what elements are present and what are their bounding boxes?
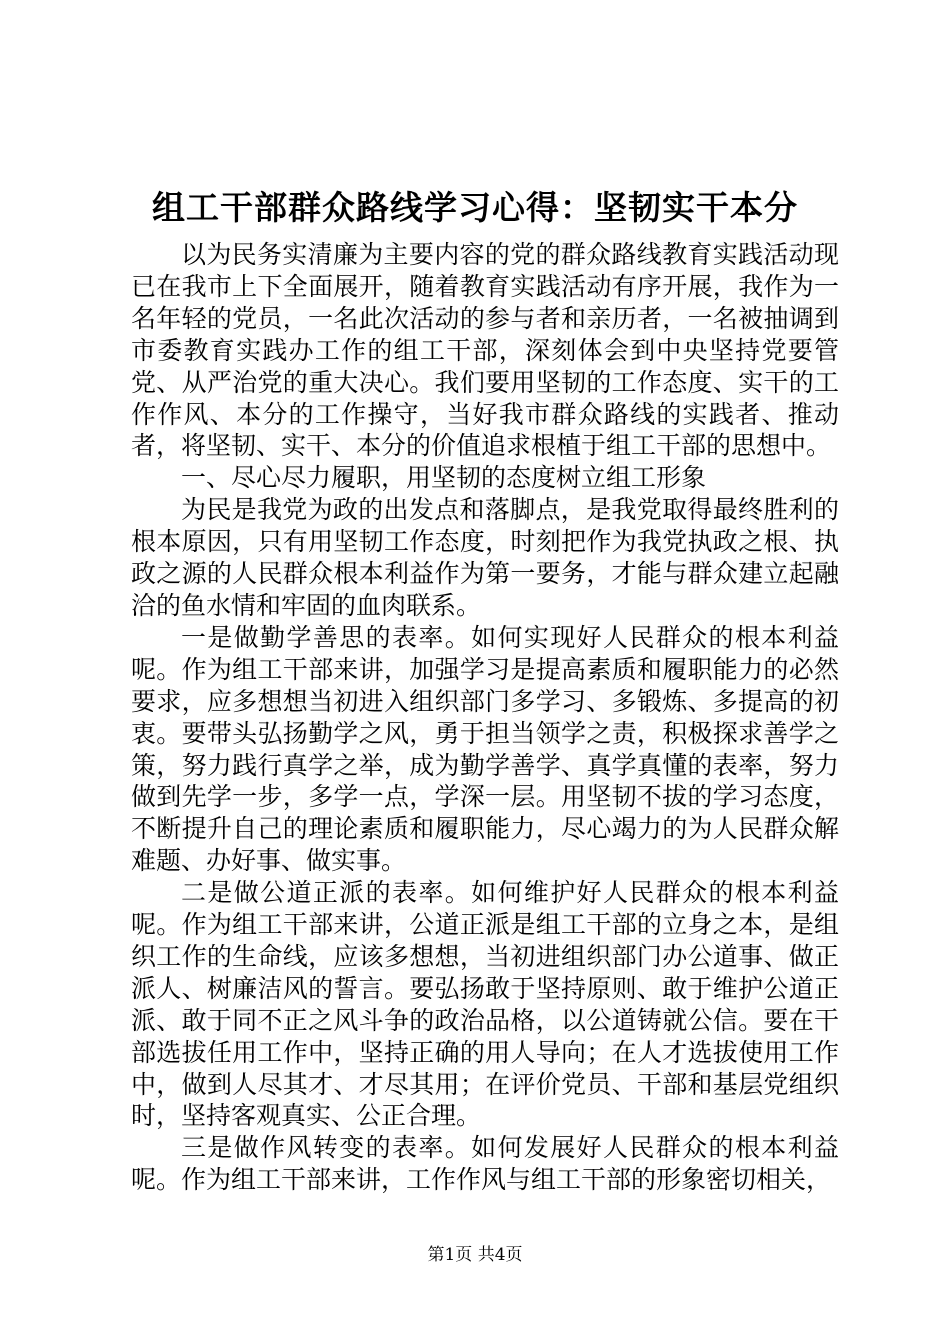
paragraph-point-2: 二是做公道正派的表率。如何维护好人民群众的根本利益呢。作为组工干部来讲，公道正派是组工干部的立身之本，是组织工作的生命线，应该多想想，当初进组织部门办公道事、做正派人、树廉洁风的誓言。要弘扬敢于坚持原则、敢于维护公道正派、敢于同不正之风斗争的政治品格，以公道铸就公信。要在干部选拔任用工作中，坚持正确的用人导向；在人才选拔使用工作中，做到人尽其才、才尽其用；在评价党员、干部和基层党组织时，坚持客观真实、公正合理。	[131, 878, 839, 1131]
section-heading-1: 一、尽心尽力履职，用坚韧的态度树立组工形象	[181, 463, 707, 493]
paragraph-intro: 以为民务实清廉为主要内容的党的群众路线教育实践活动现已在我市上下全面展开，随着教育实践活动有序开展，我作为一名年轻的党员，一名此次活动的参与者和亲历者，一名被抽调到市委教育实践办工作的组工干部，深刻体会到中央坚持党要管党、从严治党的重大决心。我们要用坚韧的工作态度、实干的工作作风、本分的工作操守，当好我市群众路线的实践者、推动者，将坚韧、实干、本分的价值追求根植于组工干部的思想中。	[131, 240, 839, 461]
paragraph-section-1: 为民是我党为政的出发点和落脚点，是我党取得最终胜利的根本原因，只有用坚韧工作态度，时刻把作为我党执政之根、执政之源的人民群众根本利益作为第一要务，才能与群众建立起融洽的鱼水情和牢固的血肉联系。	[131, 495, 839, 620]
paragraph-point-3: 三是做作风转变的表率。如何发展好人民群众的根本利益呢。作为组工干部来讲，工作作风与组工干部的形象密切相关，	[131, 1133, 839, 1195]
document-body	[131, 239, 839, 1196]
page-number-footer: 第1页 共4页	[427, 1245, 523, 1265]
paragraph-point-1: 一是做勤学善思的表率。如何实现好人民群众的根本利益呢。作为组工干部来讲，加强学习是提高素质和履职能力的必然要求，应多想想当初进入组织部门多学习、多锻炼、多提高的初衷。要带头弘扬勤学之风，勇于担当领学之责，积极探求善学之策，努力践行真学之举，成为勤学善学、真学真懂的表率，努力做到先学一步，多学一点，学深一层。用坚韧不拔的学习态度，不断提升自己的理论素质和履职能力，尽心竭力的为人民群众解难题、办好事、做实事。	[131, 622, 839, 876]
document-title: 组工干部群众路线学习心得：坚韧实干本分	[152, 188, 798, 227]
